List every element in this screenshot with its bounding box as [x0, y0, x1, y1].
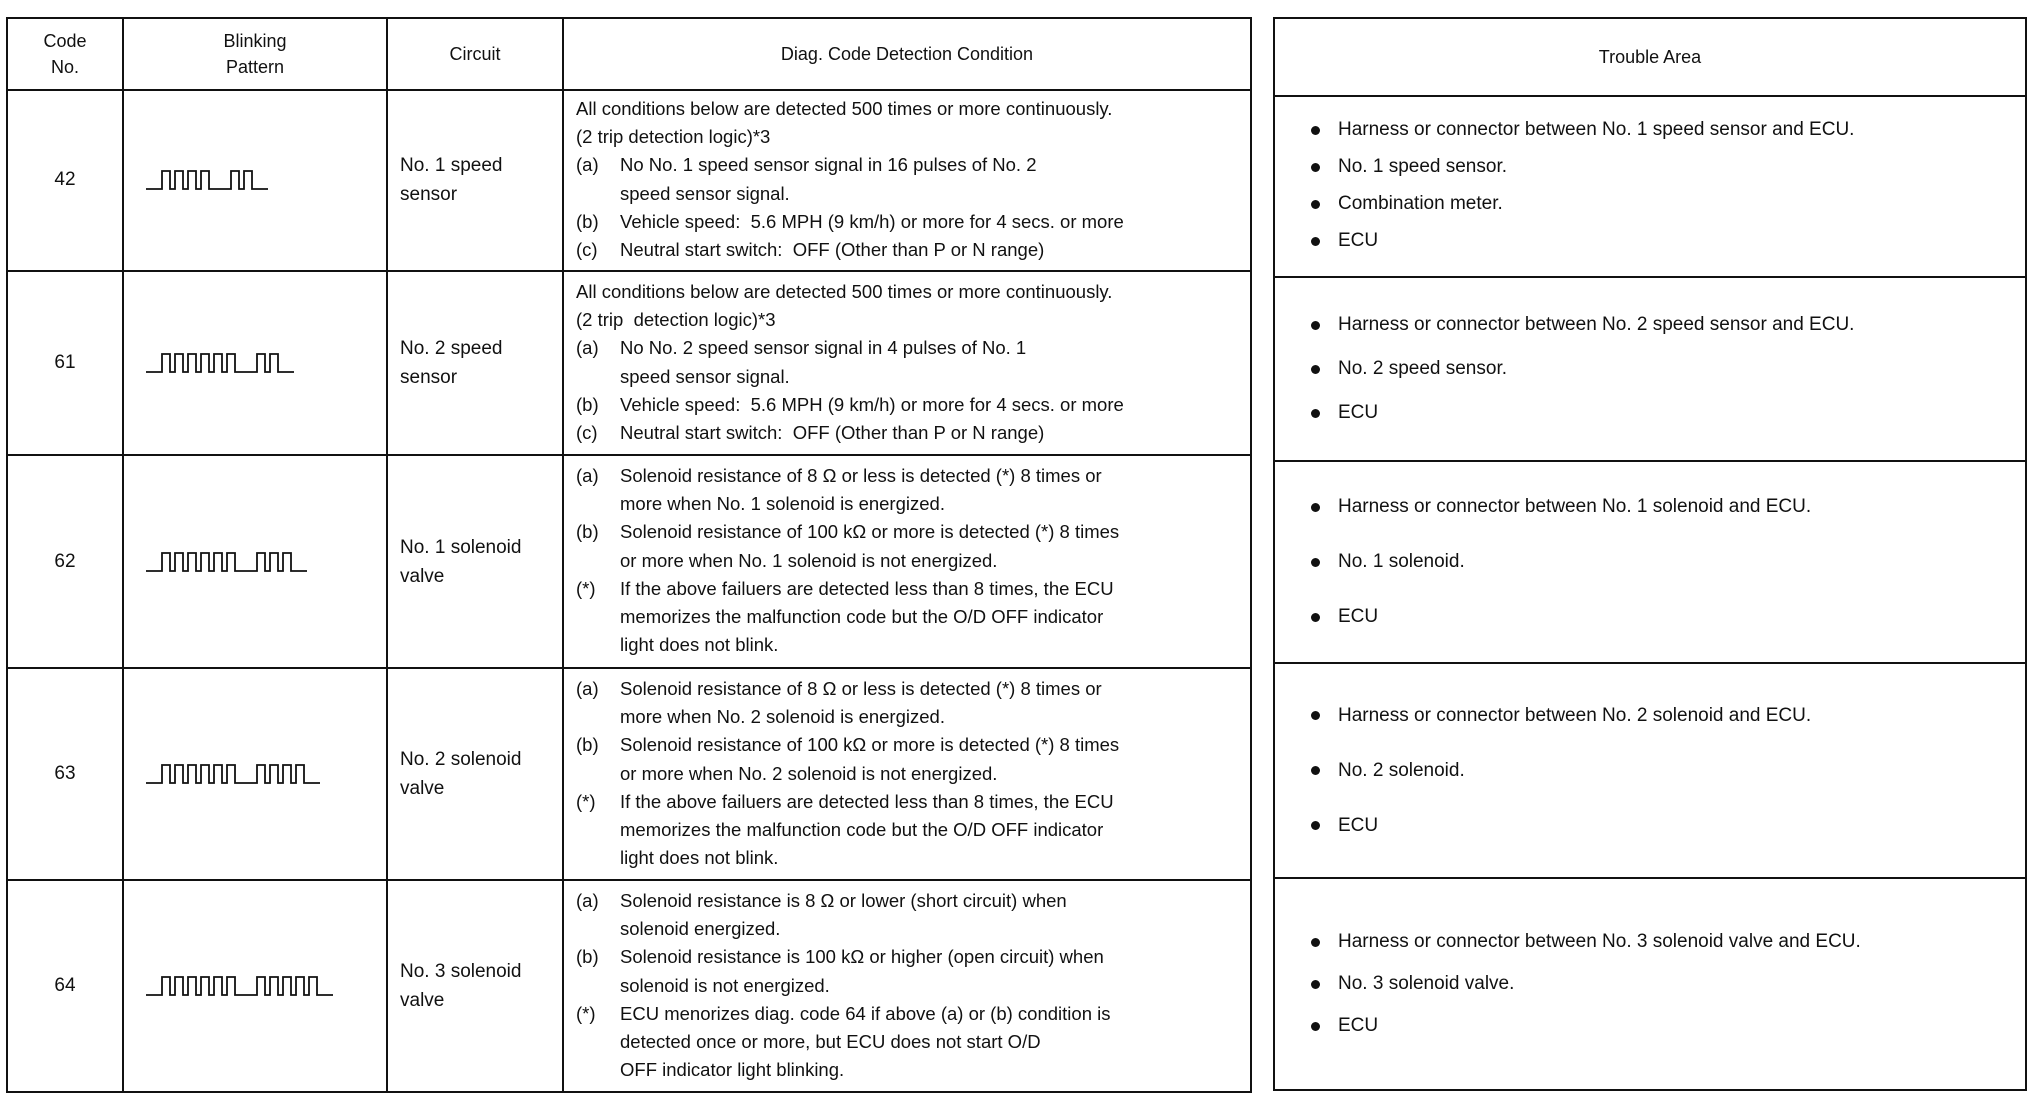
trouble-area-text: ECU [1338, 230, 1379, 251]
trouble-area-item [1311, 156, 2025, 178]
condition-text: Neutral start switch: OFF (Other than P or N range) [620, 422, 1045, 444]
diag-code-table [6, 17, 1252, 1093]
condition-text: Solenoid resistance of 8 Ω or less is detected (*) 8 times or [620, 465, 1102, 486]
detection-condition [564, 669, 1250, 879]
table-row [8, 456, 1250, 669]
detection-condition [564, 89, 1250, 270]
condition-continuation: more when No. 1 solenoid is energized. [620, 493, 945, 515]
trouble-area-text: Harness or connector between No. 1 solenoid and ECU. [1338, 496, 1812, 517]
bullet-icon [1311, 558, 1320, 567]
condition-line: (2 trip detection logic)*3 [576, 309, 776, 331]
table-row [8, 272, 1250, 456]
code-number: 64 [8, 881, 124, 1091]
bullet-icon [1311, 711, 1320, 720]
bullet-icon [1311, 321, 1320, 330]
condition-item [576, 236, 1242, 264]
trouble-area-text: Harness or connector between No. 1 speed sensor and ECU. [1338, 119, 1855, 140]
condition-label: (b) [576, 521, 599, 543]
trouble-area-text: ECU [1338, 402, 1379, 423]
condition-item [576, 208, 1242, 236]
condition-item [576, 943, 1242, 971]
condition-text: Solenoid resistance of 100 kΩ or more is detected (*) 8 times [620, 734, 1120, 756]
condition-label: (*) [576, 790, 596, 812]
bullet-icon [1311, 126, 1320, 135]
condition-continuation: light does not blink. [620, 634, 779, 656]
condition-line: (2 trip detection logic)*3 [576, 126, 771, 148]
trouble-area-item [1311, 496, 2025, 518]
circuit-line: No. 2 solenoid [400, 749, 522, 770]
circuit-line: valve [400, 990, 445, 1011]
condition-label: (b) [576, 393, 599, 415]
blink-pattern-61 [146, 350, 294, 376]
table-row [8, 881, 1250, 1091]
bullet-icon [1311, 503, 1320, 512]
trouble-area-item [1311, 314, 2025, 336]
trouble-area-text: No. 2 solenoid. [1338, 759, 1465, 781]
condition-continuation: speed sensor signal. [620, 365, 790, 387]
code-number: 62 [8, 456, 124, 667]
trouble-area-row [1275, 462, 2025, 664]
trouble-area-table [1273, 17, 2027, 1091]
condition-text: ECU menorizes diag. code 64 if above (a) or (b) condition is [620, 1002, 1111, 1024]
circuit-line: No. 3 solenoid [400, 961, 522, 982]
condition-text: If the above failuers are detected less than 8 times, the ECU [620, 577, 1114, 599]
condition-item [576, 887, 1242, 915]
table-header [8, 19, 1250, 91]
circuit-name [388, 669, 564, 879]
condition-label: (*) [576, 1002, 596, 1024]
blink-pattern-63 [146, 761, 320, 787]
header-code-no [8, 19, 124, 89]
header-blinking-pattern [124, 19, 388, 89]
code-number: 42 [8, 89, 124, 270]
circuit-line: No. 1 speed [400, 154, 503, 176]
header-pattern-line2: Pattern [225, 57, 285, 77]
condition-text: Neutral start switch: OFF (Other than P or N range) [620, 239, 1045, 261]
trouble-area-item [1311, 760, 2025, 782]
trouble-area-item [1311, 1015, 2025, 1037]
circuit-name [388, 272, 564, 454]
bullet-icon [1311, 200, 1320, 209]
circuit-line: No. 1 solenoid [400, 536, 522, 558]
trouble-area-text: No. 2 speed sensor. [1338, 358, 1507, 379]
trouble-area-text: Combination meter. [1338, 193, 1503, 214]
condition-item [576, 462, 1242, 490]
trouble-area-header: Trouble Area [1275, 19, 2025, 97]
trouble-area-text: ECU [1338, 1015, 1379, 1036]
circuit-name [388, 89, 564, 270]
trouble-area-item [1311, 705, 2025, 727]
trouble-area-item [1311, 815, 2025, 837]
condition-text: Solenoid resistance of 100 kΩ or more is detected (*) 8 times [620, 521, 1120, 543]
condition-line: All conditions below are detected 500 times or more continuously. [576, 281, 1113, 302]
trouble-area-text: No. 1 speed sensor. [1338, 156, 1507, 177]
trouble-area-item [1311, 193, 2025, 215]
condition-text: If the above failuers are detected less than 8 times, the ECU [620, 790, 1114, 812]
trouble-area-text: No. 3 solenoid valve. [1338, 973, 1515, 994]
header-pattern-line1: Blinking [223, 31, 287, 51]
trouble-area-item [1311, 358, 2025, 380]
condition-text: Solenoid resistance is 8 Ω or lower (short circuit) when [620, 890, 1067, 911]
bullet-icon [1311, 365, 1320, 374]
trouble-area-text: Harness or connector between No. 2 speed sensor and ECU. [1338, 314, 1855, 335]
circuit-line: No. 2 speed [400, 338, 503, 359]
condition-continuation: OFF indicator light blinking. [620, 1059, 845, 1081]
bullet-icon [1311, 1022, 1320, 1031]
condition-label: (a) [576, 890, 599, 911]
condition-continuation: or more when No. 1 solenoid is not energized. [620, 549, 998, 571]
trouble-area-item [1311, 606, 2025, 628]
condition-label: (b) [576, 946, 599, 968]
circuit-line: sensor [400, 367, 458, 388]
condition-line: All conditions below are detected 500 times or more continuously. [576, 98, 1113, 119]
trouble-area-item [1311, 551, 2025, 573]
trouble-area-item [1311, 973, 2025, 995]
condition-item [576, 788, 1242, 816]
trouble-area-text: Harness or connector between No. 2 solenoid and ECU. [1338, 704, 1812, 726]
detection-condition [564, 456, 1250, 667]
condition-label: (b) [576, 210, 599, 232]
condition-continuation: solenoid is not energized. [620, 974, 830, 996]
header-condition [564, 19, 1250, 89]
blinking-pattern-cell [124, 881, 388, 1091]
condition-label: (b) [576, 734, 599, 756]
condition-item [576, 151, 1242, 179]
condition-item [576, 334, 1242, 362]
trouble-area-row [1275, 879, 2025, 1089]
condition-continuation: detected once or more, but ECU does not start O/D [620, 1031, 1041, 1053]
trouble-area-text: ECU [1338, 814, 1379, 836]
detection-condition [564, 881, 1250, 1091]
trouble-area-row [1275, 95, 2025, 278]
trouble-area-item [1311, 119, 2025, 141]
table-row [8, 89, 1250, 272]
condition-item [576, 518, 1242, 546]
header-code-line2: No. [50, 57, 79, 77]
blinking-pattern-cell [124, 89, 388, 270]
trouble-area-item [1311, 402, 2025, 424]
header-circuit [388, 19, 564, 89]
trouble-area-row [1275, 278, 2025, 462]
condition-continuation: light does not blink. [620, 847, 779, 869]
blink-pattern-62 [146, 549, 307, 575]
condition-continuation: memorizes the malfunction code but the O/D OFF indicator [620, 606, 1104, 628]
condition-text: Vehicle speed: 5.6 MPH (9 km/h) or more for 4 secs. or more [620, 393, 1124, 415]
bullet-icon [1311, 237, 1320, 246]
condition-text: No No. 2 speed sensor signal in 4 pulses of No. 1 [620, 337, 1027, 359]
condition-text: No No. 1 speed sensor signal in 16 pulses of No. 2 [620, 154, 1037, 176]
blinking-pattern-cell [124, 272, 388, 454]
condition-item [576, 419, 1242, 447]
trouble-area-item [1311, 931, 2025, 953]
condition-label: (c) [576, 422, 598, 444]
circuit-name [388, 456, 564, 667]
condition-item [576, 575, 1242, 603]
condition-text: Vehicle speed: 5.6 MPH (9 km/h) or more for 4 secs. or more [620, 210, 1124, 232]
condition-continuation: solenoid energized. [620, 918, 781, 940]
trouble-area-text: No. 1 solenoid. [1338, 551, 1465, 572]
condition-label: (a) [576, 337, 599, 359]
trouble-area-text: Harness or connector between No. 3 solenoid valve and ECU. [1338, 931, 1861, 952]
bullet-icon [1311, 821, 1320, 830]
condition-label: (a) [576, 465, 599, 486]
header-code-line1: Code [43, 31, 87, 51]
detection-condition [564, 272, 1250, 454]
bullet-icon [1311, 766, 1320, 775]
condition-continuation: or more when No. 2 solenoid is not energized. [620, 762, 998, 784]
condition-label: (a) [576, 678, 599, 699]
circuit-line: sensor [400, 183, 458, 205]
condition-continuation: memorizes the malfunction code but the O/D OFF indicator [620, 819, 1104, 841]
bullet-icon [1311, 938, 1320, 947]
condition-continuation: speed sensor signal. [620, 182, 790, 204]
condition-item [576, 1000, 1242, 1028]
condition-item [576, 391, 1242, 419]
condition-label: (a) [576, 154, 599, 176]
bullet-icon [1311, 980, 1320, 989]
circuit-line: valve [400, 565, 445, 587]
trouble-area-item [1311, 230, 2025, 252]
condition-label: (*) [576, 577, 596, 599]
condition-label: (c) [576, 239, 598, 261]
trouble-area-text: ECU [1338, 606, 1379, 627]
bullet-icon [1311, 163, 1320, 172]
condition-text: Solenoid resistance of 8 Ω or less is detected (*) 8 times or [620, 678, 1102, 699]
header-circuit-text: Circuit [449, 44, 501, 64]
blink-pattern-64 [146, 973, 333, 999]
blinking-pattern-cell [124, 456, 388, 667]
condition-item [576, 675, 1242, 703]
condition-continuation: more when No. 2 solenoid is energized. [620, 706, 945, 728]
condition-item [576, 731, 1242, 759]
code-number: 63 [8, 669, 124, 879]
blinking-pattern-cell [124, 669, 388, 879]
code-number: 61 [8, 272, 124, 454]
bullet-icon [1311, 613, 1320, 622]
bullet-icon [1311, 409, 1320, 418]
blink-pattern-42 [146, 167, 268, 193]
circuit-line: valve [400, 778, 445, 799]
condition-text: Solenoid resistance is 100 kΩ or higher (open circuit) when [620, 946, 1104, 968]
table-row [8, 669, 1250, 881]
header-condition-text: Diag. Code Detection Condition [780, 44, 1034, 64]
circuit-name [388, 881, 564, 1091]
trouble-area-row [1275, 664, 2025, 879]
